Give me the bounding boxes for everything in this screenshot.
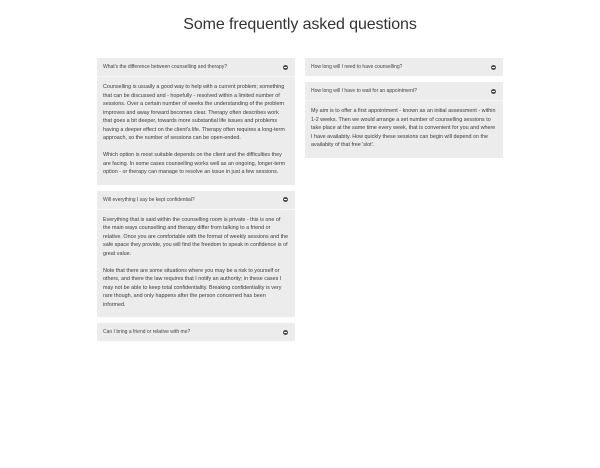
faq-item [305, 58, 503, 76]
collapse-toggle-icon[interactable] [283, 330, 288, 335]
faq-answer-paragraph: My aim is to offer a first appointment - known as an initial assessment - within 1-2 weeks. Then we would arrange a set number of counselling sessions to take place at the same time every week, that is convenient for you and where I have availabity. How quickly these sessions can begin will depend on the availabity of that free 'slot'. [311, 108, 496, 148]
faq-question: Can I bring a friend or relative with me? [103, 329, 191, 335]
faq-column-left [97, 58, 295, 347]
faq-answer-paragraph: Which option is most suitable depends on the client and the difficulties they are facing. In some cases counselling works well as an ongoing, longer-term option - or therapy can manage to resolve an issue in just a few sessions. [103, 152, 286, 175]
faq-question-header[interactable] [305, 82, 503, 100]
page-title: Some frequently asked questions [183, 16, 417, 33]
faq-question: How long will I have to wait for an appointment? [311, 88, 417, 94]
collapse-toggle-icon[interactable] [283, 65, 288, 70]
faq-answer [97, 209, 295, 318]
faq-column-right [305, 58, 503, 164]
faq-answer [97, 76, 295, 185]
faq-question-header[interactable] [97, 58, 295, 76]
faq-answer-paragraph: Counselling is usually a good way to help with a current problem; something that can be discussed and - hopefully - resolved within a limited number of sessions. Over a certain number of weeks the understanding of the problem improves and away forward becomes clear. Therapy often describes work that goes a bit deeper, towards more substantial life issues and problems having a deeper effect on the client's life. Therapy often requires a long-term approach, so the number of sessions can be open-ended. [103, 84, 285, 141]
faq-question-header[interactable] [97, 191, 295, 209]
faq-question: How long will I need to have counselling? [311, 64, 403, 70]
collapse-toggle-icon[interactable] [491, 65, 496, 70]
faq-question: What's the difference between counselling and therapy? [103, 64, 227, 70]
faq-item [305, 82, 503, 158]
faq-item [97, 191, 295, 318]
faq-answer-paragraph: Everything that is said within the counselling room is private - this is one of the main ways counselling and therapy differ from talking to a friend or relative. Once you are comfortable with the format of weekly sessions and the safe space they provide, you will find the freedom to speak in confidence is of great value. [103, 216, 289, 257]
faq-answer-paragraph: Note that there are some situations where you may be a risk to yourself or others, and there the law requires that I notify an authority; in these cases I may not be able to keep total confidentiality. Breaking confidentiality is very rare though, and only happens after the person concerned has been informed. [103, 267, 282, 308]
faq-question-header[interactable] [305, 58, 503, 76]
faq-item [97, 323, 295, 341]
faq-question: Will everything I say be kept confidential? [103, 196, 195, 203]
collapse-toggle-icon[interactable] [283, 197, 288, 202]
faq-answer [305, 100, 503, 158]
faq-item [97, 58, 295, 185]
collapse-toggle-icon[interactable] [491, 89, 496, 94]
faq-question-header[interactable] [97, 323, 295, 341]
